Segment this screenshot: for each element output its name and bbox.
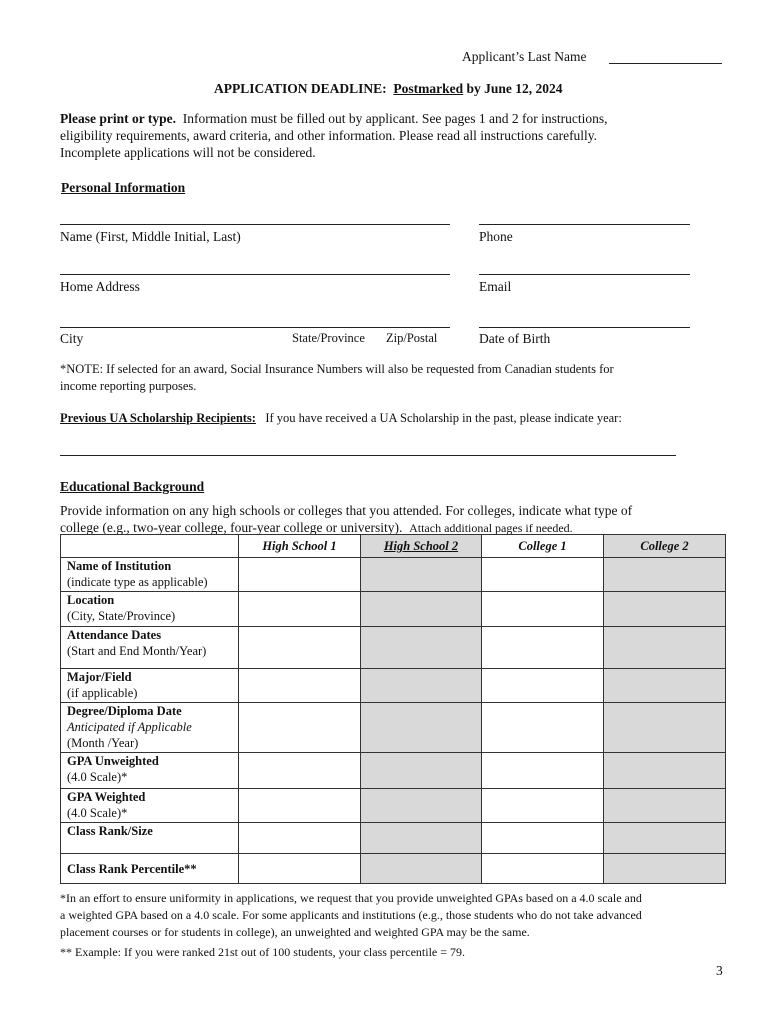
table-row xyxy=(61,627,726,669)
cell-hs2-dates[interactable] xyxy=(361,627,482,669)
cell-hs1-dates[interactable] xyxy=(239,627,361,669)
cell-c2-gpa-unweighted[interactable] xyxy=(604,753,726,789)
home-address-label: Home Address xyxy=(60,279,140,294)
date-of-birth-field[interactable] xyxy=(479,327,690,328)
city-state-zip-field[interactable] xyxy=(60,327,450,328)
cell-c2-gpa-weighted[interactable] xyxy=(604,789,726,823)
row-label-gpa-weighted: GPA Weighted (4.0 Scale)* xyxy=(61,789,239,823)
table-row xyxy=(61,823,726,854)
cell-c2-dates[interactable] xyxy=(604,627,726,669)
row-label-attendance-dates: Attendance Dates (Start and End Month/Year) xyxy=(61,627,239,669)
table-row xyxy=(61,558,726,592)
previous-recipients: Previous UA Scholarship Recipients: If you have received a UA Scholarship in the past, please indicate year: xyxy=(60,411,622,425)
cell-hs1-percentile[interactable] xyxy=(239,854,361,884)
col-college-1: College 1 xyxy=(482,535,604,558)
previous-year-field[interactable] xyxy=(60,455,676,456)
row-label-degree-date: Degree/Diploma Date Anticipated if Applicable (Month /Year) xyxy=(61,703,239,753)
cell-hs2-major[interactable] xyxy=(361,669,482,703)
cell-c1-degree[interactable] xyxy=(482,703,604,753)
cell-c2-location[interactable] xyxy=(604,592,726,627)
name-label: Name (First, Middle Initial, Last) xyxy=(60,229,241,244)
cell-hs2-percentile[interactable] xyxy=(361,854,482,884)
cell-hs1-degree[interactable] xyxy=(239,703,361,753)
deadline-line: APPLICATION DEADLINE: Postmarked by June 12, 2024 xyxy=(214,81,563,96)
cell-c1-institution[interactable] xyxy=(482,558,604,592)
name-field[interactable] xyxy=(60,224,450,225)
table-row xyxy=(61,669,726,703)
col-high-school-2: High School 2 xyxy=(361,535,482,558)
cell-c2-major[interactable] xyxy=(604,669,726,703)
cell-hs2-gpa-unweighted[interactable] xyxy=(361,753,482,789)
phone-field[interactable] xyxy=(479,224,690,225)
personal-info-heading: Personal Information xyxy=(61,180,186,195)
table-row xyxy=(61,789,726,823)
cell-hs2-gpa-weighted[interactable] xyxy=(361,789,482,823)
cell-hs1-major[interactable] xyxy=(239,669,361,703)
row-label-gpa-unweighted: GPA Unweighted (4.0 Scale)* xyxy=(61,753,239,789)
row-label-location: Location (City, State/Province) xyxy=(61,592,239,627)
corner-cell xyxy=(61,535,239,558)
table-row xyxy=(61,592,726,627)
cell-hs1-gpa-unweighted[interactable] xyxy=(239,753,361,789)
education-table xyxy=(60,534,726,884)
percentile-footnote: ** Example: If you were ranked 21st out of 100 students, your class percentile = 79. xyxy=(60,945,465,959)
row-label-name-of-institution: Name of Institution (indicate type as applicable) xyxy=(61,558,239,592)
cell-c1-rank[interactable] xyxy=(482,823,604,854)
table-row xyxy=(61,753,726,789)
cell-hs1-gpa-weighted[interactable] xyxy=(239,789,361,823)
last-name-field[interactable] xyxy=(609,63,722,64)
city-label: City xyxy=(60,331,84,346)
cell-c2-rank[interactable] xyxy=(604,823,726,854)
sin-note: *NOTE: If selected for an award, Social Insurance Numbers will also be requested from Canadian students for income reporting purposes. xyxy=(60,362,614,393)
cell-c1-gpa-weighted[interactable] xyxy=(482,789,604,823)
cell-hs1-location[interactable] xyxy=(239,592,361,627)
table-row xyxy=(61,854,726,884)
col-high-school-1: High School 1 xyxy=(239,535,361,558)
email-label: Email xyxy=(479,279,512,294)
cell-c1-major[interactable] xyxy=(482,669,604,703)
cell-hs1-institution[interactable] xyxy=(239,558,361,592)
page-number: 3 xyxy=(716,963,723,978)
row-label-major: Major/Field (if applicable) xyxy=(61,669,239,703)
cell-c1-dates[interactable] xyxy=(482,627,604,669)
cell-c1-percentile[interactable] xyxy=(482,854,604,884)
cell-hs2-institution[interactable] xyxy=(361,558,482,592)
cell-hs2-degree[interactable] xyxy=(361,703,482,753)
phone-label: Phone xyxy=(479,229,513,244)
education-heading: Educational Background xyxy=(60,479,205,494)
state-label: State/Province xyxy=(292,331,365,345)
cell-c2-percentile[interactable] xyxy=(604,854,726,884)
cell-c2-institution[interactable] xyxy=(604,558,726,592)
intro-paragraph: Please print or type. Information must be filled out by applicant. See pages 1 and 2 for instructions, eligibility requirements, award criteria, and other information. Please read all instructions carefully. Incomplete applications will not be considered. xyxy=(60,111,608,160)
cell-hs2-rank[interactable] xyxy=(361,823,482,854)
home-address-field[interactable] xyxy=(60,274,450,275)
col-college-2: College 2 xyxy=(604,535,726,558)
cell-c1-gpa-unweighted[interactable] xyxy=(482,753,604,789)
cell-hs2-location[interactable] xyxy=(361,592,482,627)
row-label-rank-percentile: Class Rank Percentile** xyxy=(61,854,239,884)
gpa-footnote: *In an effort to ensure uniformity in applications, we request that you provide unweighted GPAs based on a 4.0 scale and a weighted GPA based on a 4.0 scale. For some applicants and institutions (e.g., those students who do not take advanced placement courses or for students in college), an unweighted and weighted GPA may be the same. xyxy=(60,891,642,939)
cell-c1-location[interactable] xyxy=(482,592,604,627)
cell-hs1-rank[interactable] xyxy=(239,823,361,854)
education-instructions: Provide information on any high schools or colleges that you attended. For colleges, indicate what type of college (e.g., two-year college, four-year college or university). Attach additional pages if needed. xyxy=(60,503,633,535)
zip-label: Zip/Postal xyxy=(386,331,438,345)
cell-c2-degree[interactable] xyxy=(604,703,726,753)
last-name-label: Applicant’s Last Name xyxy=(462,49,587,64)
email-field[interactable] xyxy=(479,274,690,275)
row-label-class-rank: Class Rank/Size xyxy=(61,823,239,854)
table-row xyxy=(61,703,726,753)
date-of-birth-label: Date of Birth xyxy=(479,331,551,346)
